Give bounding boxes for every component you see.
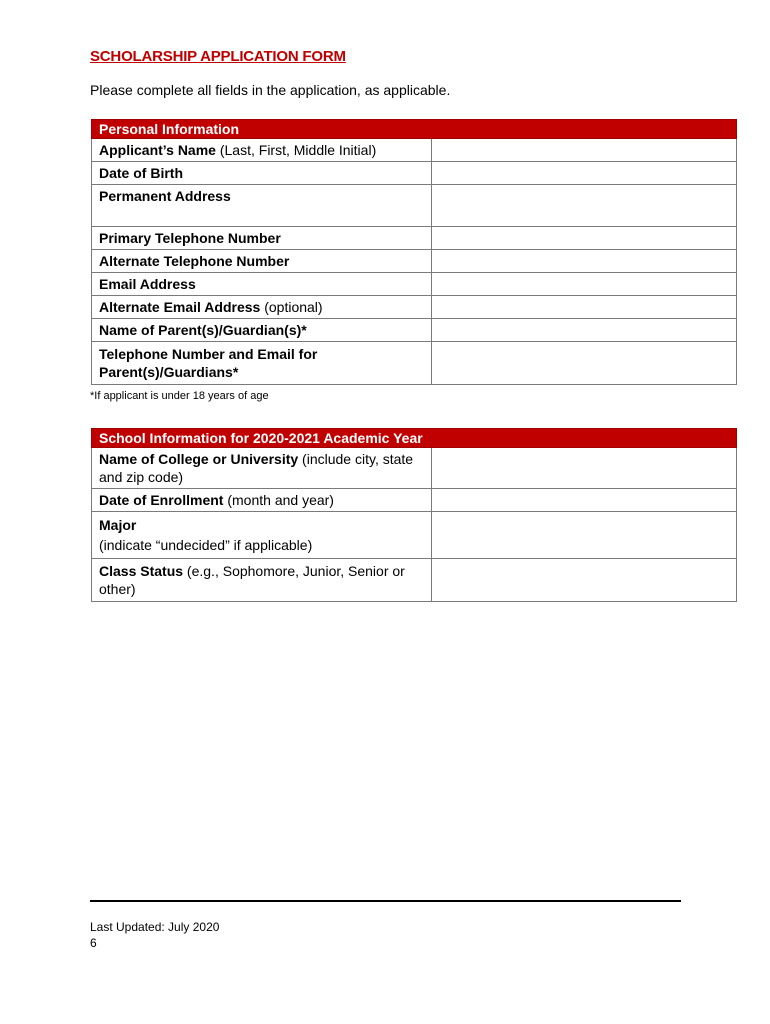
parent-contact-label: Telephone Number and Email for Parent(s)/Guardians* xyxy=(92,342,432,385)
alternate-email-field[interactable] xyxy=(431,296,736,319)
date-of-birth-field[interactable] xyxy=(431,162,736,185)
primary-telephone-field[interactable] xyxy=(431,227,736,250)
class-status-label: Class Status (e.g., Sophomore, Junior, Senior or other) xyxy=(92,559,432,602)
form-instructions: Please complete all fields in the application, as applicable. xyxy=(90,82,451,98)
applicant-name-label: Applicant’s Name (Last, First, Middle Initial) xyxy=(92,139,432,162)
age-footnote: *If applicant is under 18 years of age xyxy=(90,390,269,402)
email-address-label: Email Address xyxy=(92,273,432,296)
personal-information-table xyxy=(91,119,737,385)
permanent-address-label: Permanent Address xyxy=(92,185,432,227)
parent-contact-field[interactable] xyxy=(431,342,736,385)
page-footer xyxy=(90,919,219,951)
table-row xyxy=(92,185,737,227)
last-updated-text: Last Updated: July 2020 xyxy=(90,920,220,934)
table-row xyxy=(92,342,737,385)
school-information-table xyxy=(91,428,737,602)
table-row xyxy=(92,273,737,296)
class-status-field[interactable] xyxy=(431,559,736,602)
table-row xyxy=(92,319,737,342)
table-row xyxy=(92,139,737,162)
alternate-telephone-label: Alternate Telephone Number xyxy=(92,250,432,273)
table-row xyxy=(92,559,737,602)
parent-guardian-name-label: Name of Parent(s)/Guardian(s)* xyxy=(92,319,432,342)
table-row xyxy=(92,162,737,185)
major-label: Major (indicate “undecided” if applicable) xyxy=(92,512,432,559)
college-name-label: Name of College or University (include city, state and zip code) xyxy=(92,448,432,489)
applicant-name-field[interactable] xyxy=(431,139,736,162)
email-address-field[interactable] xyxy=(431,273,736,296)
major-field[interactable] xyxy=(431,512,736,559)
table-row xyxy=(92,296,737,319)
footer-divider xyxy=(90,900,681,902)
table-row xyxy=(92,512,737,559)
table-row xyxy=(92,448,737,489)
date-of-birth-label: Date of Birth xyxy=(92,162,432,185)
table-row xyxy=(92,227,737,250)
school-information-header: School Information for 2020-2021 Academic Year xyxy=(92,429,737,448)
table-row xyxy=(92,489,737,512)
enrollment-date-field[interactable] xyxy=(431,489,736,512)
table-row xyxy=(92,250,737,273)
primary-telephone-label: Primary Telephone Number xyxy=(92,227,432,250)
alternate-email-label: Alternate Email Address (optional) xyxy=(92,296,432,319)
page-number: 6 xyxy=(90,936,97,950)
permanent-address-field[interactable] xyxy=(431,185,736,227)
college-name-field[interactable] xyxy=(431,448,736,489)
personal-information-header: Personal Information xyxy=(92,120,737,139)
parent-guardian-name-field[interactable] xyxy=(431,319,736,342)
enrollment-date-label: Date of Enrollment (month and year) xyxy=(92,489,432,512)
alternate-telephone-field[interactable] xyxy=(431,250,736,273)
form-title: SCHOLARSHIP APPLICATION FORM xyxy=(90,48,346,65)
